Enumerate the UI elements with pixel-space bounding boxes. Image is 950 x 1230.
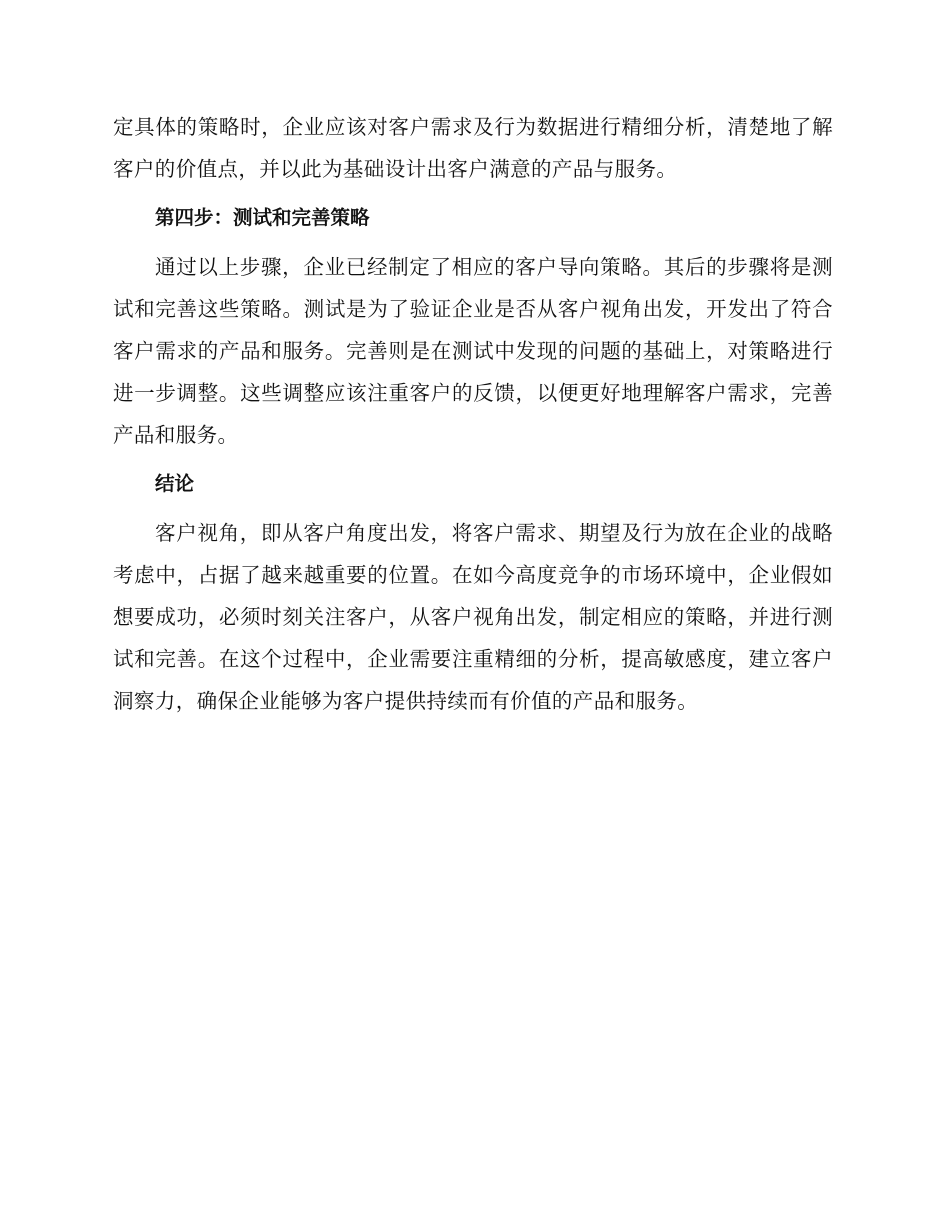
step4-paragraph: 通过以上步骤，企业已经制定了相应的客户导向策略。其后的步骤将是测试和完善这些策略。测试是为了验证企业是否从客户视角出发，开发出了符合客户需求的产品和服务。完善则是在测试中发现的问题的基础上，对策略进行进一步调整。这些调整应该注重客户的反馈，以便更好地理解客户需求，完善产品和服务。 bbox=[113, 255, 833, 447]
section-heading-conclusion: 结论 bbox=[155, 472, 195, 495]
document-body bbox=[113, 106, 833, 722]
conclusion-paragraph: 客户视角，即从客户角度出发，将客户需求、期望及行为放在企业的战略考虑中，占据了越来越重要的位置。在如今高度竞争的市场环境中，企业假如想要成功，必须时刻关注客户，从客户视角出发，制定相应的策略，并进行测试和完善。在这个过程中，企业需要注重精细的分析，提高敏感度，建立客户洞察力，确保企业能够为客户提供持续而有价值的产品和服务。 bbox=[113, 521, 833, 713]
continued-paragraph: 定具体的策略时，企业应该对客户需求及行为数据进行精细分析，清楚地了解客户的价值点，并以此为基础设计出客户满意的产品与服务。 bbox=[113, 115, 833, 181]
section-heading-step4: 第四步：测试和完善策略 bbox=[155, 206, 370, 229]
